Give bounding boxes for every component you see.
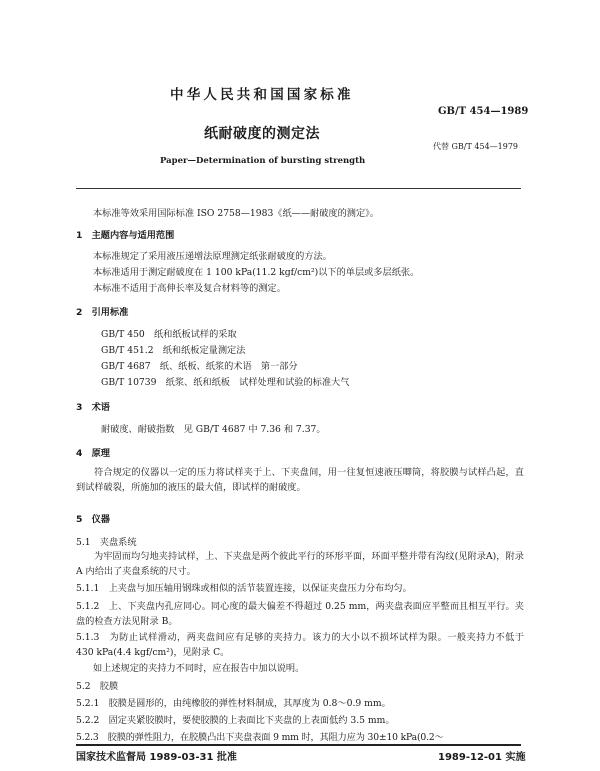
section-1-heading: 1 主题内容与适用范围: [76, 230, 175, 241]
subsection-5-1-heading: 5.1 夹盘系统: [76, 537, 137, 548]
reference-item: GB/T 10739 纸浆、纸和纸板 试样处理和试验的标准大气: [101, 377, 350, 388]
header-rule: [76, 188, 521, 189]
approval-text: 国家技术监督局 1989-03-31 批准: [76, 752, 237, 763]
section-1-line: 本标准适用于测定耐破度在 1 100 kPa(11.2 kgf/cm²)以下的单层或多层纸张。: [93, 267, 420, 278]
clause-5-1-1: 5.1.1 上夹盘与加压轴用钢珠或相似的活节装置连接，以保证夹盘压力分布均匀。: [76, 583, 412, 594]
reference-item: GB/T 451.2 纸和纸板定量测定法: [101, 345, 246, 356]
subsection-5-2-heading: 5.2 胶膜: [76, 681, 119, 692]
intro-line: 本标准等效采用国际标准 ISO 2758—1983《纸——耐破度的测定》。: [93, 208, 379, 219]
clause-5-2-2: 5.2.2 固定夹紧胶膜时，要使胶膜的上表面比下夹盘的上表面低约 3.5 mm。: [76, 715, 395, 726]
section-4-heading: 4 原理: [76, 448, 110, 459]
section-2-heading: 2 引用标准: [76, 307, 129, 318]
replaces-note: 代替 GB/T 454—1979: [433, 142, 519, 151]
clause-5-1-2: 5.1.2 上、下夹盘内孔应同心。同心度的最大偏差不得超过 0.25 mm，两夹盘表面应平整而且相互平行。夹盘的检查方法见附录 B。: [76, 601, 524, 627]
subsection-5-1-paragraph: 为牢固而均匀地夹持试样，上、下夹盘是两个彼此平行的环形平面，环面平整并带有沟纹(见附录A)，附录 A 内给出了夹盘系统的尺寸。: [76, 551, 524, 577]
clause-5-1-3-note: 如上述规定的夹持力不同时，应在报告中加以说明。: [93, 663, 305, 674]
clause-5-1-3: 5.1.3 为防止试样滑动，两夹盘间应有足够的夹持力。该力的大小以不损坏试样为限。一般夹持力不低于 430 kPa(4.4 kgf/cm²)，见附录 C。: [76, 632, 524, 658]
section-3-heading: 3 术语: [76, 402, 110, 413]
section-4-paragraph: 符合规定的仪器以一定的压力将试样夹于上、下夹盘间，用一往复恒速液压唧筒，将胶膜与试样凸起，直到试样破裂，所施加的液压的最大值，即试样的耐破度。: [76, 467, 524, 493]
standard-code: GB/T 454—1989: [438, 106, 529, 117]
section-3-line: 耐破度、耐破指数 见 GB/T 4687 中 7.36 和 7.37。: [101, 424, 326, 435]
section-1-line: 本标准规定了采用液压递增法原理测定纸张耐破度的方法。: [93, 251, 332, 262]
country-standard-title: 中华人民共和国国家标准: [170, 87, 354, 103]
english-title: Paper—Determination of bursting strength: [160, 156, 366, 166]
implementation-date: 1989-12-01 实施: [438, 752, 526, 763]
clause-5-2-3: 5.2.3 胶膜的弹性阻力，在胶膜凸出下夹盘表面 9 mm 时，其阻力应为 30±10 kPa(0.2～: [76, 732, 444, 743]
section-5-heading: 5 仪器: [76, 514, 110, 525]
reference-item: GB/T 450 纸和纸板试样的采取: [101, 329, 237, 340]
section-1-line: 本标准不适用于高伸长率及复合材料等的测定。: [93, 283, 286, 294]
document-title: 纸耐破度的测定法: [204, 126, 320, 142]
clause-5-2-1: 5.2.1 胶膜是圆形的，由纯橡胶的弹性材料制成，其厚度为 0.8～0.9 mm。: [76, 698, 391, 709]
reference-item: GB/T 4687 纸、纸板、纸浆的术语 第一部分: [101, 361, 298, 372]
footer-rule: [76, 744, 521, 746]
